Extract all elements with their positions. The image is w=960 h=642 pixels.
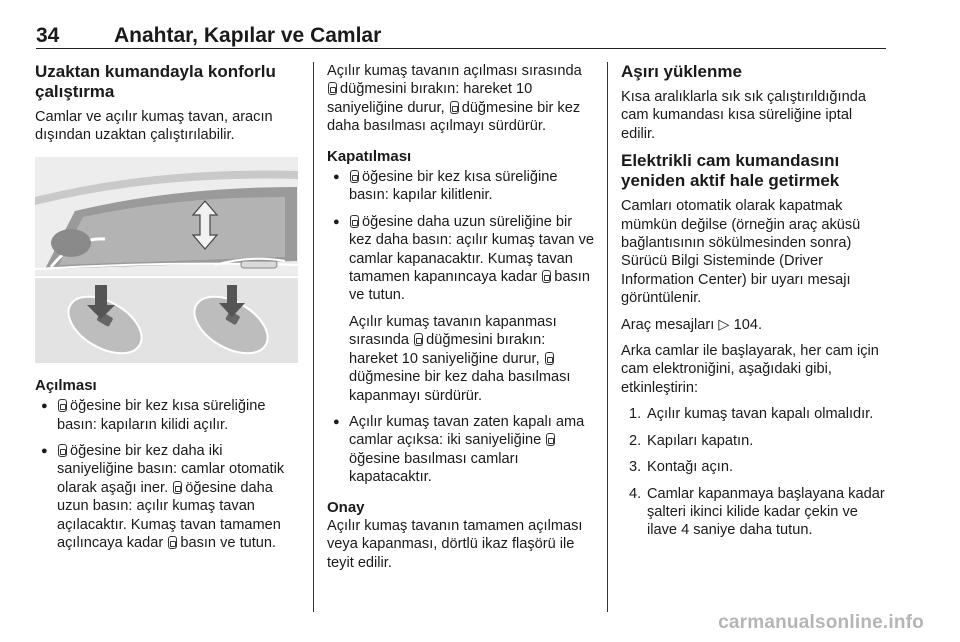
car-window-illustration xyxy=(35,157,298,363)
unlock-key-icon xyxy=(173,481,182,494)
unlock-key-icon xyxy=(58,444,67,457)
reactivate-text: Camları otomatik olarak kapatmak mümkün değilse (örneğin araç aküsü bağlantısının sökülmesinden sonra) Sürücü Bilgi Sisteminde (Driver Information Center) bir uyarı mesajı görüntülenir. xyxy=(621,198,861,307)
subheading-onay: Onay xyxy=(327,498,365,516)
list-item: ● Açılır kumaş tavan zaten kapalı ama camlar açıksa: iki saniyeliğine öğesine basılması camları kapatacaktır. xyxy=(327,413,597,487)
intro-text: Camlar ve açılır kumaş tavan, aracın dışından uzaktan çalıştırılabilir. xyxy=(35,109,273,144)
list-item: ● öğesine bir kez daha iki saniyeliğine basın: camlar otomatik olarak aşağı iner. öğesine daha uzun basın: açılır kumaş tavan açılacaktır. Kumaş tavan tamamen açılıncaya kadar basın ve tutun. xyxy=(35,442,300,552)
lock-key-icon xyxy=(546,433,555,446)
section-heading-reactivate: Elektrikli cam kumandasını yeniden aktif hale getirmek xyxy=(621,151,840,191)
list-item: ● öğesine bir kez kısa süreliğine basın: kapıların kilidi açılır. xyxy=(35,397,300,434)
list-item: 2. Kapıları kapatın. xyxy=(629,432,754,449)
unlock-key-icon xyxy=(168,536,177,549)
list-item: 4. Camlar kapanmaya başlayana kadar şalteri ikinci kilide kadar çekin ve ilave 4 saniye daha tutun. xyxy=(629,485,885,539)
list-item: ● öğesine daha uzun süreliğine bir kez daha basın: açılır kumaş tavan ve camlar kapanacaktır. Kumaş tavan tamamen kapanıncaya kadar basın ve tutun. Açılır kumaş tavanın kapanması sırasında düğmesini bırakın: hareket 10 saniyeliğine durur, düğmesine bir kez daha basılması kapanmayı sürdürür. xyxy=(327,213,597,405)
close-interrupt-text: Açılır kumaş tavanın kapanması sırasında düğmesini bırakın: hareket 10 saniyeliğine durur, düğmesine bir kez daha basılması kapanmayı sürdürür. xyxy=(349,313,571,404)
subheading-acilmasi: Açılması xyxy=(35,376,97,394)
page-header xyxy=(36,22,886,49)
lock-key-icon xyxy=(350,170,359,183)
page-number: 34 xyxy=(36,24,60,47)
column-right xyxy=(621,62,889,548)
vehicle-messages-ref: Araç mesajları ▷ 104. xyxy=(621,316,763,333)
section-heading-remote: Uzaktan kumandayla konforlu çalıştırma xyxy=(35,62,276,101)
list-item: ● öğesine bir kez kısa süreliğine basın: kapılar kilitlenir. xyxy=(327,168,597,205)
page-title: Anahtar, Kapılar ve Camlar xyxy=(114,24,382,47)
lock-key-icon xyxy=(350,215,359,228)
lock-key-icon xyxy=(414,333,423,346)
reactivate-steps-list xyxy=(621,405,889,539)
column-divider-1 xyxy=(313,62,314,612)
unlock-key-icon xyxy=(450,101,459,114)
column-middle xyxy=(327,62,597,572)
column-left xyxy=(35,62,300,560)
list-item: 1. Açılır kumaş tavan kapalı olmalıdır. xyxy=(629,406,874,423)
roof-open-interrupt-text: Açılır kumaş tavanın açılması sırasında düğmesini bırakın: hareket 10 saniyeliğine durur, düğmesine bir kez daha basılması açılmayı sürdürür. xyxy=(327,63,582,135)
onay-text: Açılır kumaş tavanın tamamen açılması veya kapanması, dörtlü ikaz flaşörü ile teyit edilir. xyxy=(327,517,583,571)
lock-key-icon xyxy=(545,352,554,365)
lock-key-icon xyxy=(542,270,551,283)
car-window-remote-drawing xyxy=(35,157,298,363)
rear-windows-text: Arka camlar ile başlayarak, her cam için cam elektroniğini, aşağıdaki gibi, etkinleştirin: xyxy=(621,343,879,396)
overload-text: Kısa aralıklarla sık sık çalıştırıldığında cam kumandası kısa süreliğine iptal edilir. xyxy=(621,89,866,142)
page-ref-arrow-icon: ▷ xyxy=(718,316,730,333)
column-divider-2 xyxy=(607,62,608,612)
footer-watermark: carmanualsonline.info xyxy=(718,612,924,633)
unlock-key-icon xyxy=(328,82,337,95)
open-steps-list xyxy=(35,397,300,552)
close-steps-list xyxy=(327,168,597,487)
unlock-key-icon xyxy=(58,399,67,412)
list-item: 3. Kontağı açın. xyxy=(629,459,734,476)
subheading-kapatilmasi: Kapatılması xyxy=(327,147,412,165)
section-heading-overload: Aşırı yüklenme xyxy=(621,62,742,81)
